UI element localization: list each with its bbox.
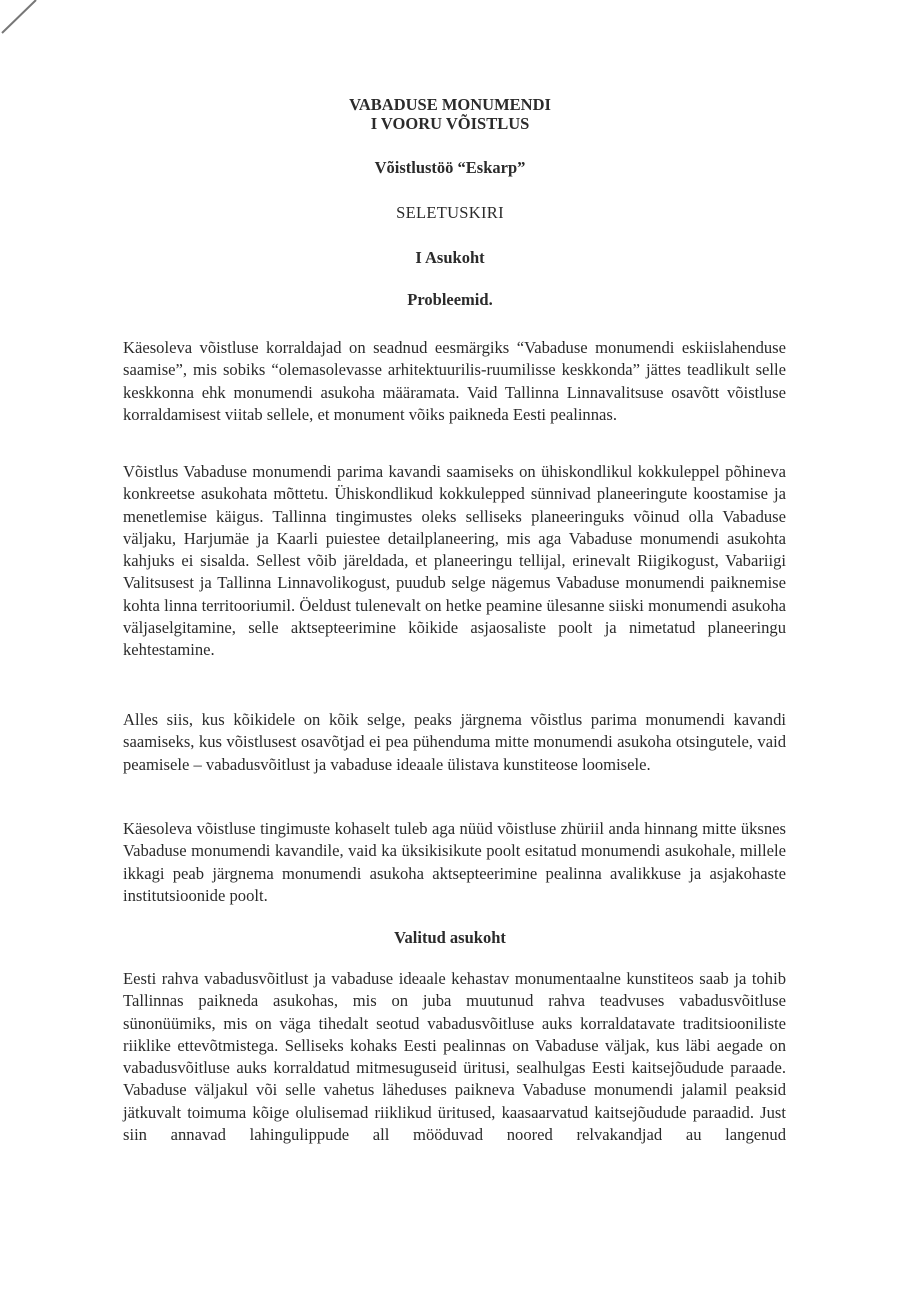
document-type: SELETUSKIRI (396, 203, 504, 222)
document-subtitle: Võistlustöö “Eskarp” (374, 158, 526, 177)
paragraph: Käesoleva võistluse tingimuste kohaselt tuleb aga nüüd võistluse zhüriil anda hinnang mitte üksnes Vabaduse monumendi kavandile, vaid ka üksikisikute poolt esitatud monumendi asukohale, millele ikkagi peab järgnema monumendi asukoha aktsepteerimine pealinna avalikkuse ja asjakohaste institutsioonide poolt. (123, 819, 786, 905)
paragraph: Eesti rahva vabadusvõitlust ja vabaduse ideaale kehastav monumentaalne kunstiteos saab ja tohib Tallinnas paikneda asukohas, mis on juba muutunud rahva teadvuses vabadusvõitluse sünonüümiks, mis on väga tihedalt seotud vabadusvõitluse auks korraldatavate traditsiooniliste riiklike ettevõtmistega. Selliseks kohaks Eesti pealinnas on Vabaduse väljak, kus läbi aegade on vabadusvõitluse auks korraldatud mitmesuguseid üritusi, sealhulgas Eesti kaitsejõudude paraade. Vabaduse väljakul või selle vahetus läheduses paikneva Vabaduse monumendi jalamil peaksid jätkuvalt toimuma kõige olulisemad riiklikud üritused, kaasaarvatud kaitsejõudude paraadid. Just siin annavad lahingulippude all mööduvad noored relvakandjad au langenud (123, 969, 786, 1145)
paragraph: Käesoleva võistluse korraldajad on seadnud eesmärgiks “Vabaduse monumendi eskiislahenduse saamise”, mis sobiks “olemasolevasse arhitektuurilis-ruumilisse keskkonda” jättes teadlikult selle keskkonna ehk monumendi asukoha määramata. Vaid Tallinna Linnavalitsuse osavõtt võistluse korraldamisest viitab sellele, et monument võiks paikneda Eesti pealinnas. (123, 338, 786, 424)
subheading-problems: Probleemid. (407, 290, 493, 309)
title-line-1: VABADUSE MONUMENDI (349, 95, 551, 114)
paragraph: Võistlus Vabaduse monumendi parima kavandi saamiseks on ühiskondlikul kokkuleppel põhineva konkreetse asukohata mõttetu. Ühiskondlikud kokkulepped sünnivad planeeringute koostamise ja menetlemise käigus. Tallinna tingimustes oleks selliseks planeeringuks võinud olla Vabaduse väljaku, Harjumäe ja Kaarli puiestee detailplaneering, mis aga Vabaduse monumendi asukohta kahjuks ei sisalda. Sellest võib järeldada, et planeeringu tellijal, erinevalt Riigikogust, Vabariigi Valitsusest ja Tallinna Linnavolikogust, puudub selge nägemus Vabaduse monumendi paiknemise kohta linna territooriumil. Öeldust tulenevalt on hetke peamine ülesanne siiski monumendi asukoha väljaselgitamine, selle aktsepteerimine kõikide asjaosaliste poolt ja nimetatud planeeringu kehtestamine. (123, 462, 786, 660)
document-title (0, 95, 900, 133)
subheading-chosen-location: Valitud asukoht (394, 928, 506, 947)
paragraph: Alles siis, kus kõikidele on kõik selge, peaks järgnema võistlus parima monumendi kavandi saamiseks, kus võistlusest osavõtjad ei pea pühenduma mitte monumendi asukoha otsingutele, vaid peamisele – vabadusvõitlust ja vabaduse ideaale ülistava kunstiteose loomisele. (123, 710, 786, 774)
title-line-2: I VOORU VÕISTLUS (370, 114, 530, 133)
section-heading: I Asukoht (415, 248, 485, 267)
scan-mark-line (0, 0, 40, 40)
